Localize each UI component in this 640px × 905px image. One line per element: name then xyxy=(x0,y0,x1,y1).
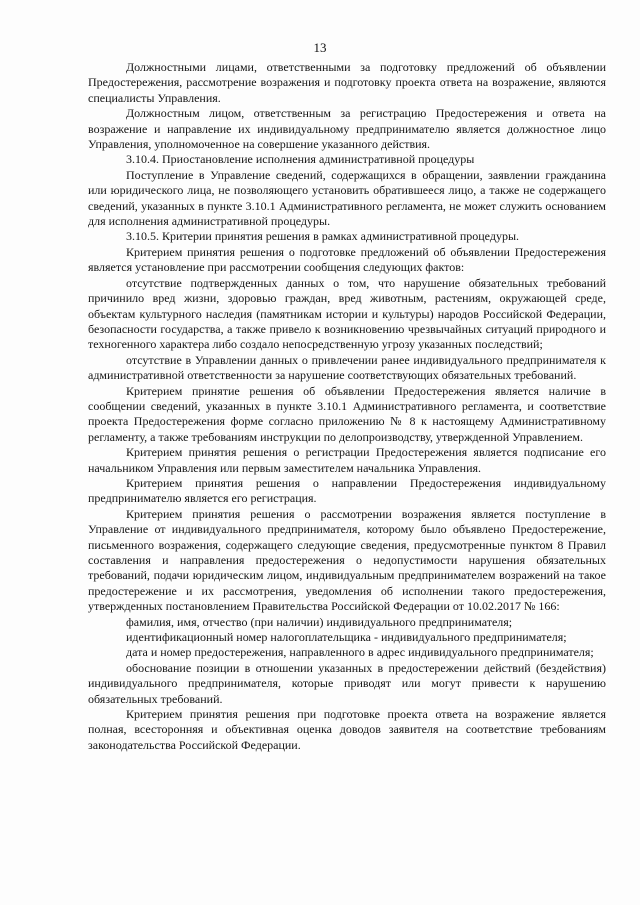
paragraph-no-prior-liability: отсутствие в Управлении данных о привлечении ранее индивидуального предпринимателя к административной ответственности за нарушение соответствующих обязательных требований. xyxy=(88,352,606,383)
list-item-full-name: фамилия, имя, отчество (при наличии) индивидуального предпринимателя; xyxy=(126,614,513,629)
paragraph-suspension-conditions: Поступление в Управление сведений, содержащихся в обращении, заявлении гражданина или юридического лица, не позволяющего установить обратившееся лицо, а также не содержащего сведений, указанных в пункте 3.10.1 Административного регламента, не может служить основанием для исполнения административной процедуры. xyxy=(88,167,606,229)
list-item-position-justification: обоснование позиции в отношении указанных в предостережении действий (бездействия) индивидуального предпринимателя, которые приводят или могут привести к нарушению обязательных требований. xyxy=(88,660,606,706)
page-number: 13 xyxy=(313,40,327,55)
paragraph-criterion-response: Критерием принятия решения при подготовке проекта ответа на возражение является полная, всесторонняя и объективная оценка доводов заявителя на соответствие требованиям законодательства Российской Федерации. xyxy=(88,707,606,752)
paragraph-officials-proposals: Должностными лицами, ответственными за подготовку предложений об объявлении Предостережения, рассмотрение возражения и подготовку проекта ответа на возражение, являются специалисты Управления. xyxy=(88,60,606,105)
paragraph-criterion-proposals: Критерием принятия решения о подготовке предложений об объявлении Предостережения является установление при рассмотрении сообщения следующих фактов: xyxy=(88,244,606,275)
list-item-warning-date-number: дата и номер предостережения, направленного в адрес индивидуального предпринимателя; xyxy=(126,645,594,660)
paragraph-criterion-registration: Критерием принятия решения о регистрации Предостережения является подписание его начальником Управления или первым заместителем начальника Управления. xyxy=(88,445,606,475)
document-body xyxy=(88,60,606,753)
section-heading-3-10-5: 3.10.5. Критерии принятия решения в рамках административной процедуры. xyxy=(126,229,520,244)
section-heading-3-10-4: 3.10.4. Приостановление исполнения административной процедуры xyxy=(126,152,475,167)
list-item-tax-id: идентификационный номер налогоплательщика - индивидуального предпринимателя; xyxy=(126,630,567,645)
paragraph-criterion-sending: Критерием принятия решения о направлении Предостережения индивидуальному предпринимателю является его регистрация. xyxy=(88,475,606,506)
paragraph-criterion-announcement: Критерием принятие решения об объявлении Предостережения является наличие в сообщении сведений, указанных в пункте 3.10.1 Административного регламента, и соответствие проекта Предостережения форме согласно приложению № 8 к настоящему Административному регламенту, а также требованиям инструкции по делопроизводству, утвержденной Управлением. xyxy=(88,383,606,444)
paragraph-criterion-objection: Критерием принятия решения о рассмотрении возражения является поступление в Управление от индивидуального предпринимателя, которому было объявлено Предостережение, письменного возражения, содержащего следующие сведения, предусмотренные пунктом 8 Правил составления и направления предостережения о недопустимости нарушения обязательных требований, подачи юридическим лицом, индивидуальным предпринимателем возражений на такое предостережение и их рассмотрения, уведомления об исполнении такого предостережения, утвержденных постановлением Правительства Российской Федерации от 10.02.2017 № 166: xyxy=(88,506,606,614)
paragraph-no-harm-data: отсутствие подтвержденных данных о том, что нарушение обязательных требований причинило вред жизни, здоровью граждан, вред животным, растениям, окружающей среде, объектам культурного наследия (памятникам истории и культуры) народов Российской Федерации, безопасности государства, а также привело к возникновению чрезвычайных ситуаций природного и техногенного характера либо создало непосредственную угрозу указанных последствий; xyxy=(88,275,606,352)
paragraph-official-registration: Должностным лицом, ответственным за регистрацию Предостережения и ответа на возражение и направление их индивидуальному предпринимателю является должностное лицо Управления, уполномоченное на совершение указанного действия. xyxy=(88,106,606,152)
